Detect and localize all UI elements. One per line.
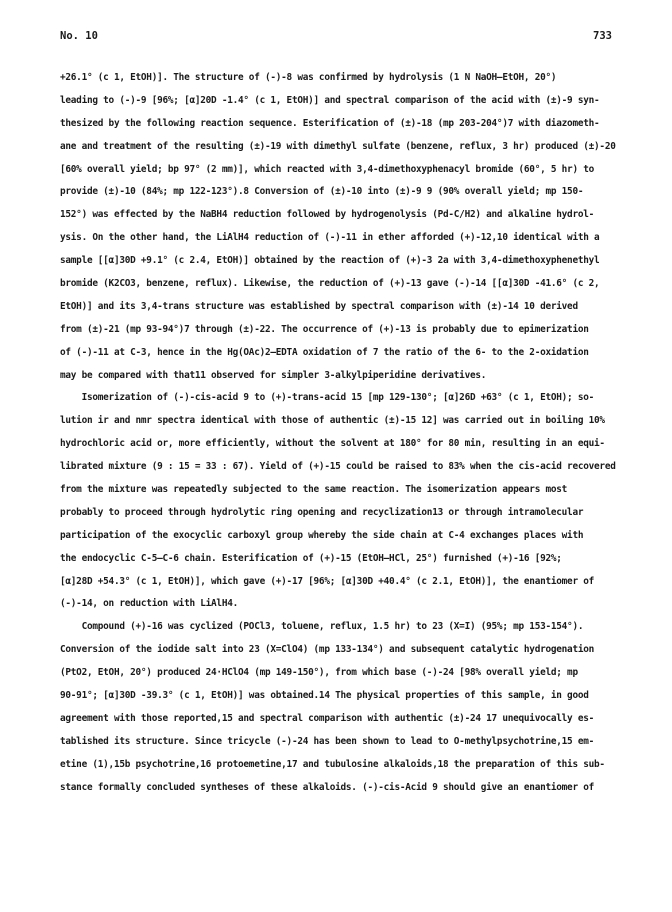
page-number: 733 [593, 30, 612, 42]
text-line: hydrochloric acid or, more efficiently, without the solvent at 180° for 80 min, resulting in an equi- [60, 438, 605, 450]
text-line: Conversion of the iodide salt into 23 (X=ClO4) (mp 133-134°) and subsequent catalytic hydrogenation [60, 644, 595, 656]
text-line: 152°) was effected by the NaBH4 reduction followed by hydrogenolysis (Pd-C/H2) and alkaline hydrol- [60, 209, 595, 221]
text-line: (-)-14, on reduction with LiAlH4. [60, 598, 239, 610]
text-line: ysis. On the other hand, the LiAlH4 reduction of (-)-11 in ether afforded (+)-12,10 identical with a [60, 232, 600, 244]
text-line: stance formally concluded syntheses of these alkaloids. (-)-cis-Acid 9 should give an enantiomer of [60, 781, 595, 793]
text-line: lution ir and nmr spectra identical with those of authentic (±)-15 12] was carried out in boiling 10% [60, 415, 605, 427]
text-line: [α]28D +54.3° (c 1, EtOH)], which gave (+)-17 [96%; [α]30D +40.4° (c 2.1, EtOH)], the enantiomer of [60, 575, 595, 587]
text-line: agreement with those reported,15 and spectral comparison with authentic (±)-24 17 unequivocally es- [60, 712, 595, 724]
paragraph [60, 387, 620, 616]
text-line: the endocyclic C-5—C-6 chain. Esterification of (+)-15 (EtOH—HCl, 25°) furnished (+)-16 [92%; [60, 552, 562, 564]
text-line: etine (1),15b psychotrine,16 protoemetine,17 and tubulosine alkaloids,18 the preparation of this sub- [60, 758, 605, 770]
text-line: tablished its structure. Since tricycle (-)-24 has been shown to lead to O-methylpsychotrine,15 em- [60, 735, 595, 747]
text-line: EtOH)] and its 3,4-trans structure was established by spectral comparison with (±)-14 10 derived [60, 300, 578, 312]
text-line: [60% overall yield; bp 97° (2 mm)], which reacted with 3,4-dimethoxyphenacyl bromide (60°, 5 hr) to [60, 163, 595, 175]
text-line: (PtO2, EtOH, 20°) produced 24·HClO4 (mp 149-150°), from which base (-)-24 [98% overall yield; mp [60, 667, 578, 679]
text-line: leading to (-)-9 [96%; [α]20D -1.4° (c 1, EtOH)] and spectral comparison of the acid with (±)-9 syn- [60, 94, 600, 106]
article-body [60, 67, 620, 800]
journal-issue: No. 10 [60, 30, 98, 42]
page-header [60, 30, 612, 46]
text-line: probably to proceed through hydrolytic ring opening and recyclization13 or through intramolecular [60, 506, 584, 518]
text-line: may be compared with that11 observed for simpler 3-alkylpiperidine derivatives. [60, 369, 487, 381]
text-line: from (±)-21 (mp 93-94°)7 through (±)-22. The occurrence of (+)-13 is probably due to epimerization [60, 323, 589, 335]
text-line: Compound (+)-16 was cyclized (POCl3, toluene, reflux, 1.5 hr) to 23 (X=I) (95%; mp 153-154°). [60, 621, 584, 633]
text-line: sample [[α]30D +9.1° (c 2.4, EtOH)] obtained by the reaction of (+)-3 2a with 3,4-dimethoxyphenethyl [60, 255, 600, 267]
text-line: bromide (K2CO3, benzene, reflux). Likewise, the reduction of (+)-13 gave (-)-14 [[α]30D -41.6° (c 2, [60, 278, 600, 290]
text-line: participation of the exocyclic carboxyl group whereby the side chain at C-4 exchanges places with [60, 529, 584, 541]
paragraph [60, 616, 620, 799]
text-line: librated mixture (9 : 15 = 33 : 67). Yield of (+)-15 could be raised to 83% when the cis-acid recovered [60, 461, 616, 473]
text-line: +26.1° (c 1, EtOH)]. The structure of (-)-8 was confirmed by hydrolysis (1 N NaOH—EtOH, 20°) [60, 72, 557, 83]
text-line: of (-)-11 at C-3, hence in the Hg(OAc)2—EDTA oxidation of 7 the ratio of the 6- to the 2-oxidation [60, 346, 589, 358]
text-line: 90-91°; [α]30D -39.3° (c 1, EtOH)] was obtained.14 The physical properties of this sample, in good [60, 690, 589, 702]
text-line: Isomerization of (-)-cis-acid 9 to (+)-trans-acid 15 [mp 129-130°; [α]26D +63° (c 1, EtOH); so- [60, 392, 595, 404]
paragraph [60, 67, 620, 387]
text-line: from the mixture was repeatedly subjected to the same reaction. The isomerization appears most [60, 484, 568, 496]
text-line: ane and treatment of the resulting (±)-19 with dimethyl sulfate (benzene, reflux, 3 hr) produced (±)-20 [60, 140, 616, 152]
text-line: provide (±)-10 (84%; mp 122-123°).8 Conversion of (±)-10 into (±)-9 9 (90% overall yield; mp 150- [60, 186, 584, 198]
text-line: thesized by the following reaction sequence. Esterification of (±)-18 (mp 203-204°)7 with diazometh- [60, 117, 600, 129]
